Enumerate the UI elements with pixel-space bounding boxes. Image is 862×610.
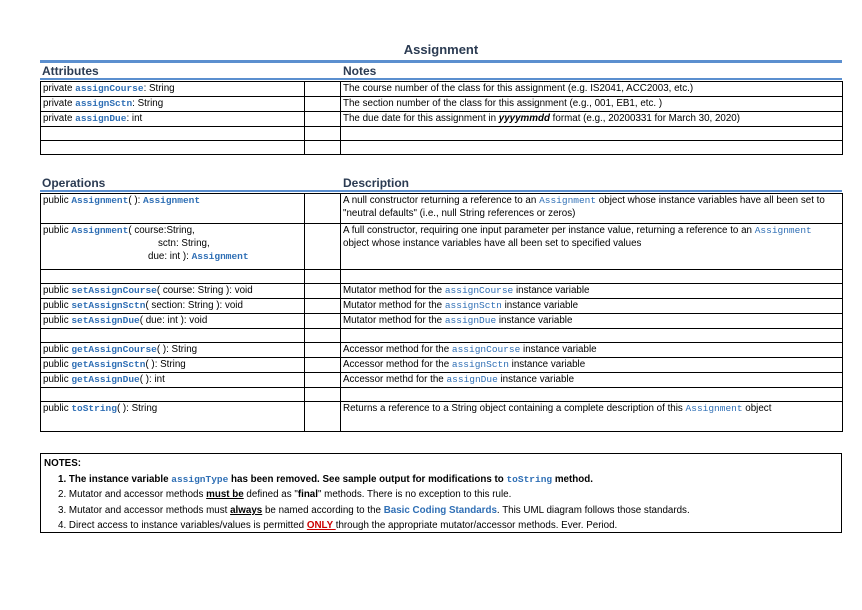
- description-header: Description: [343, 176, 410, 190]
- operation-cell: public setAssignDue( due: int ): void: [41, 314, 305, 329]
- operations-header: Operations: [42, 176, 106, 190]
- table-row: [41, 224, 843, 270]
- table-row: [41, 82, 843, 97]
- note-item: 4. Direct access to instance variables/values is permitted ONLY through the appropriate mutator/accessor methods. Ever. Period.: [58, 520, 618, 532]
- table-row: [41, 402, 843, 432]
- table-row: [41, 343, 843, 358]
- table-row: [41, 314, 843, 329]
- operation-cell: public getAssignDue( ): int: [41, 373, 305, 388]
- description-cell: A null constructor returning a reference to an Assignment object whose instance variables have all been set to "neutral defaults" (i.e., null String references or zeros): [341, 194, 843, 224]
- operation-cell: public Assignment( course:String, sctn: String, due: int ): Assignment: [41, 224, 305, 270]
- notes-box: [40, 453, 842, 533]
- attributes-divider: [40, 78, 842, 80]
- page-title: Assignment: [403, 42, 479, 57]
- table-row: [41, 299, 843, 314]
- table-row: [41, 194, 843, 224]
- description-cell: Accessor method for the assignSctn instance variable: [341, 358, 843, 373]
- description-cell: Mutator method for the assignCourse instance variable: [341, 284, 843, 299]
- table-row: [41, 97, 843, 112]
- description-cell: Accessor methd for the assignDue instance variable: [341, 373, 843, 388]
- attribute-cell: private assignDue: int: [41, 112, 305, 127]
- operation-cell: public getAssignSctn( ): String: [41, 358, 305, 373]
- operation-cell: public Assignment( ): Assignment: [41, 194, 305, 224]
- operation-cell: public getAssignCourse( ): String: [41, 343, 305, 358]
- attributes-header: Attributes: [42, 64, 99, 78]
- note-cell: The section number of the class for this assignment (e.g., 001, EB1, etc. ): [341, 97, 843, 112]
- description-cell: A full constructor, requiring one input parameter per instance value, returning a reference to an Assignment object whose instance variables have all been set to specified values: [341, 224, 843, 270]
- operations-divider: [40, 190, 842, 192]
- attribute-cell: private assignCourse: String: [41, 82, 305, 97]
- note-cell: The due date for this assignment in yyyymmdd format (e.g., 20200331 for March 30, 2020): [341, 112, 843, 127]
- note-item: 1. The instance variable assignType has been removed. See sample output for modifications to toString method.: [58, 473, 593, 485]
- description-cell: Returns a reference to a String object containing a complete description of this Assignment object: [341, 402, 843, 432]
- description-cell: Accessor method for the assignCourse instance variable: [341, 343, 843, 358]
- operations-table: [40, 193, 843, 432]
- title-divider: [40, 60, 842, 63]
- operation-cell: public setAssignCourse( course: String ): void: [41, 284, 305, 299]
- attribute-cell: private assignSctn: String: [41, 97, 305, 112]
- table-row: [41, 284, 843, 299]
- table-row: [41, 358, 843, 373]
- operation-cell: public setAssignSctn( section: String ): void: [41, 299, 305, 314]
- table-row: [41, 112, 843, 127]
- note-cell: The course number of the class for this assignment (e.g. IS2041, ACC2003, etc.): [341, 82, 843, 97]
- notes-title: NOTES:: [44, 458, 82, 469]
- note-item: 3. Mutator and accessor methods must always be named according to the Basic Coding Standards. This UML diagram follows those standards.: [58, 504, 690, 516]
- notes-header: Notes: [343, 64, 377, 78]
- description-cell: Mutator method for the assignDue instance variable: [341, 314, 843, 329]
- operation-cell: public toString( ): String: [41, 402, 305, 432]
- basic-coding-standards-link[interactable]: Basic Coding Standards: [383, 504, 497, 516]
- note-item: 2. Mutator and accessor methods must be defined as "final" methods. There is no exception to this rule.: [58, 489, 512, 501]
- description-cell: Mutator method for the assignSctn instance variable: [341, 299, 843, 314]
- table-row: [41, 373, 843, 388]
- attributes-table: [40, 81, 843, 155]
